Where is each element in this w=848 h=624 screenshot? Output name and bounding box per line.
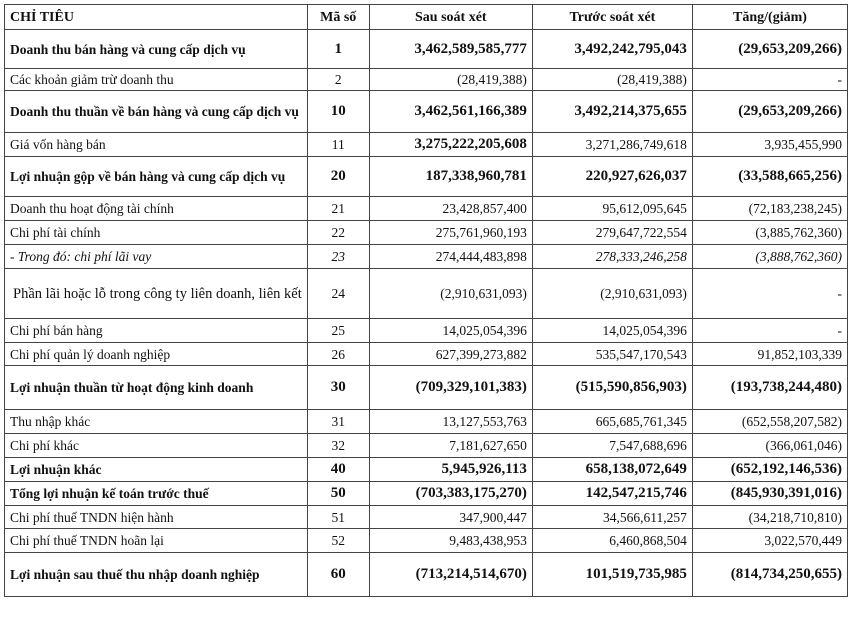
row-change: - <box>692 269 847 319</box>
row-item: Lợi nhuận gộp về bán hàng và cung cấp dịch vụ <box>5 157 308 197</box>
table-row <box>5 529 848 553</box>
row-change: 91,852,103,339 <box>692 343 847 366</box>
row-before: 535,547,170,543 <box>532 343 692 366</box>
row-code: 22 <box>307 221 369 245</box>
row-code: 50 <box>307 482 369 506</box>
table-row <box>5 157 848 197</box>
row-after: (28,419,388) <box>369 69 532 91</box>
table-row <box>5 221 848 245</box>
row-code: 26 <box>307 343 369 366</box>
row-item: Chi phí thuế TNDN hiện hành <box>5 506 308 529</box>
row-change: (29,653,209,266) <box>692 91 847 133</box>
row-before: 95,612,095,645 <box>532 197 692 221</box>
row-code: 20 <box>307 157 369 197</box>
row-after: 13,127,553,763 <box>369 410 532 434</box>
row-change: (34,218,710,810) <box>692 506 847 529</box>
row-item: Giá vốn hàng bán <box>5 133 308 157</box>
row-change: (652,558,207,582) <box>692 410 847 434</box>
row-change: (366,061,046) <box>692 434 847 458</box>
row-before: (2,910,631,093) <box>532 269 692 319</box>
row-change: 3,022,570,449 <box>692 529 847 553</box>
row-item: Chi phí thuế TNDN hoãn lại <box>5 529 308 553</box>
row-after: 3,462,561,166,389 <box>369 91 532 133</box>
row-item: Chi phí tài chính <box>5 221 308 245</box>
table-row <box>5 366 848 410</box>
row-change: (845,930,391,016) <box>692 482 847 506</box>
row-change: (3,885,762,360) <box>692 221 847 245</box>
row-code: 51 <box>307 506 369 529</box>
table-row <box>5 69 848 91</box>
header-change: Tăng/(giảm) <box>692 5 847 30</box>
row-change: (29,653,209,266) <box>692 30 847 69</box>
row-item: Doanh thu thuần về bán hàng và cung cấp dịch vụ <box>5 91 308 133</box>
row-after: 275,761,960,193 <box>369 221 532 245</box>
row-before: 6,460,868,504 <box>532 529 692 553</box>
row-after: 187,338,960,781 <box>369 157 532 197</box>
row-after: 627,399,273,882 <box>369 343 532 366</box>
row-item: Doanh thu bán hàng và cung cấp dịch vụ <box>5 30 308 69</box>
row-item: Lợi nhuận khác <box>5 458 308 482</box>
row-code: 21 <box>307 197 369 221</box>
table-row <box>5 30 848 69</box>
table-row <box>5 269 848 319</box>
row-item: Chi phí quản lý doanh nghiệp <box>5 343 308 366</box>
row-before: 14,025,054,396 <box>532 319 692 343</box>
header-item: CHỈ TIÊU <box>5 5 308 30</box>
row-change: 3,935,455,990 <box>692 133 847 157</box>
row-code: 31 <box>307 410 369 434</box>
row-before: 3,271,286,749,618 <box>532 133 692 157</box>
row-item: Phần lãi hoặc lỗ trong công ty liên doanh, liên kết <box>5 269 308 319</box>
row-after: 9,483,438,953 <box>369 529 532 553</box>
row-code: 10 <box>307 91 369 133</box>
row-after: 347,900,447 <box>369 506 532 529</box>
table-row <box>5 197 848 221</box>
header-before-review: Trước soát xét <box>532 5 692 30</box>
row-code: 1 <box>307 30 369 69</box>
row-item: Lợi nhuận sau thuế thu nhập doanh nghiệp <box>5 553 308 597</box>
row-code: 2 <box>307 69 369 91</box>
row-change: - <box>692 319 847 343</box>
row-before: 101,519,735,985 <box>532 553 692 597</box>
row-after: 3,462,589,585,777 <box>369 30 532 69</box>
row-code: 30 <box>307 366 369 410</box>
row-before: 3,492,242,795,043 <box>532 30 692 69</box>
income-statement-table <box>4 4 848 597</box>
row-change: (3,888,762,360) <box>692 245 847 269</box>
row-code: 52 <box>307 529 369 553</box>
row-item: - Trong đó: chi phí lãi vay <box>5 245 308 269</box>
row-before: 278,333,246,258 <box>532 245 692 269</box>
row-item: Chi phí bán hàng <box>5 319 308 343</box>
row-code: 60 <box>307 553 369 597</box>
row-after: 14,025,054,396 <box>369 319 532 343</box>
row-item: Lợi nhuận thuần từ hoạt động kinh doanh <box>5 366 308 410</box>
header-row <box>5 5 848 30</box>
table-row <box>5 482 848 506</box>
row-code: 11 <box>307 133 369 157</box>
row-item: Thu nhập khác <box>5 410 308 434</box>
row-before: 34,566,611,257 <box>532 506 692 529</box>
row-code: 23 <box>307 245 369 269</box>
table-row <box>5 410 848 434</box>
row-after: (2,910,631,093) <box>369 269 532 319</box>
table-row <box>5 319 848 343</box>
row-before: 279,647,722,554 <box>532 221 692 245</box>
table-row <box>5 458 848 482</box>
row-change: (652,192,146,536) <box>692 458 847 482</box>
header-code: Mã số <box>307 5 369 30</box>
header-after-review: Sau soát xét <box>369 5 532 30</box>
table-row <box>5 553 848 597</box>
table-row <box>5 133 848 157</box>
row-after: 274,444,483,898 <box>369 245 532 269</box>
row-code: 40 <box>307 458 369 482</box>
table-row <box>5 343 848 366</box>
row-after: 7,181,627,650 <box>369 434 532 458</box>
row-change: - <box>692 69 847 91</box>
row-before: (28,419,388) <box>532 69 692 91</box>
row-item: Tổng lợi nhuận kế toán trước thuế <box>5 482 308 506</box>
table-row <box>5 91 848 133</box>
row-before: 665,685,761,345 <box>532 410 692 434</box>
row-before: 658,138,072,649 <box>532 458 692 482</box>
row-change: (814,734,250,655) <box>692 553 847 597</box>
row-after: 3,275,222,205,608 <box>369 133 532 157</box>
row-change: (33,588,665,256) <box>692 157 847 197</box>
row-item: Chi phí khác <box>5 434 308 458</box>
table-row <box>5 506 848 529</box>
row-after: (709,329,101,383) <box>369 366 532 410</box>
row-after: (713,214,514,670) <box>369 553 532 597</box>
row-after: (703,383,175,270) <box>369 482 532 506</box>
row-before: (515,590,856,903) <box>532 366 692 410</box>
row-after: 23,428,857,400 <box>369 197 532 221</box>
row-code: 32 <box>307 434 369 458</box>
row-before: 3,492,214,375,655 <box>532 91 692 133</box>
row-change: (72,183,238,245) <box>692 197 847 221</box>
row-item: Doanh thu hoạt động tài chính <box>5 197 308 221</box>
row-item: Các khoản giảm trừ doanh thu <box>5 69 308 91</box>
row-after: 5,945,926,113 <box>369 458 532 482</box>
table-row <box>5 434 848 458</box>
row-code: 25 <box>307 319 369 343</box>
table-row <box>5 245 848 269</box>
row-before: 142,547,215,746 <box>532 482 692 506</box>
row-before: 7,547,688,696 <box>532 434 692 458</box>
row-change: (193,738,244,480) <box>692 366 847 410</box>
row-code: 24 <box>307 269 369 319</box>
row-before: 220,927,626,037 <box>532 157 692 197</box>
